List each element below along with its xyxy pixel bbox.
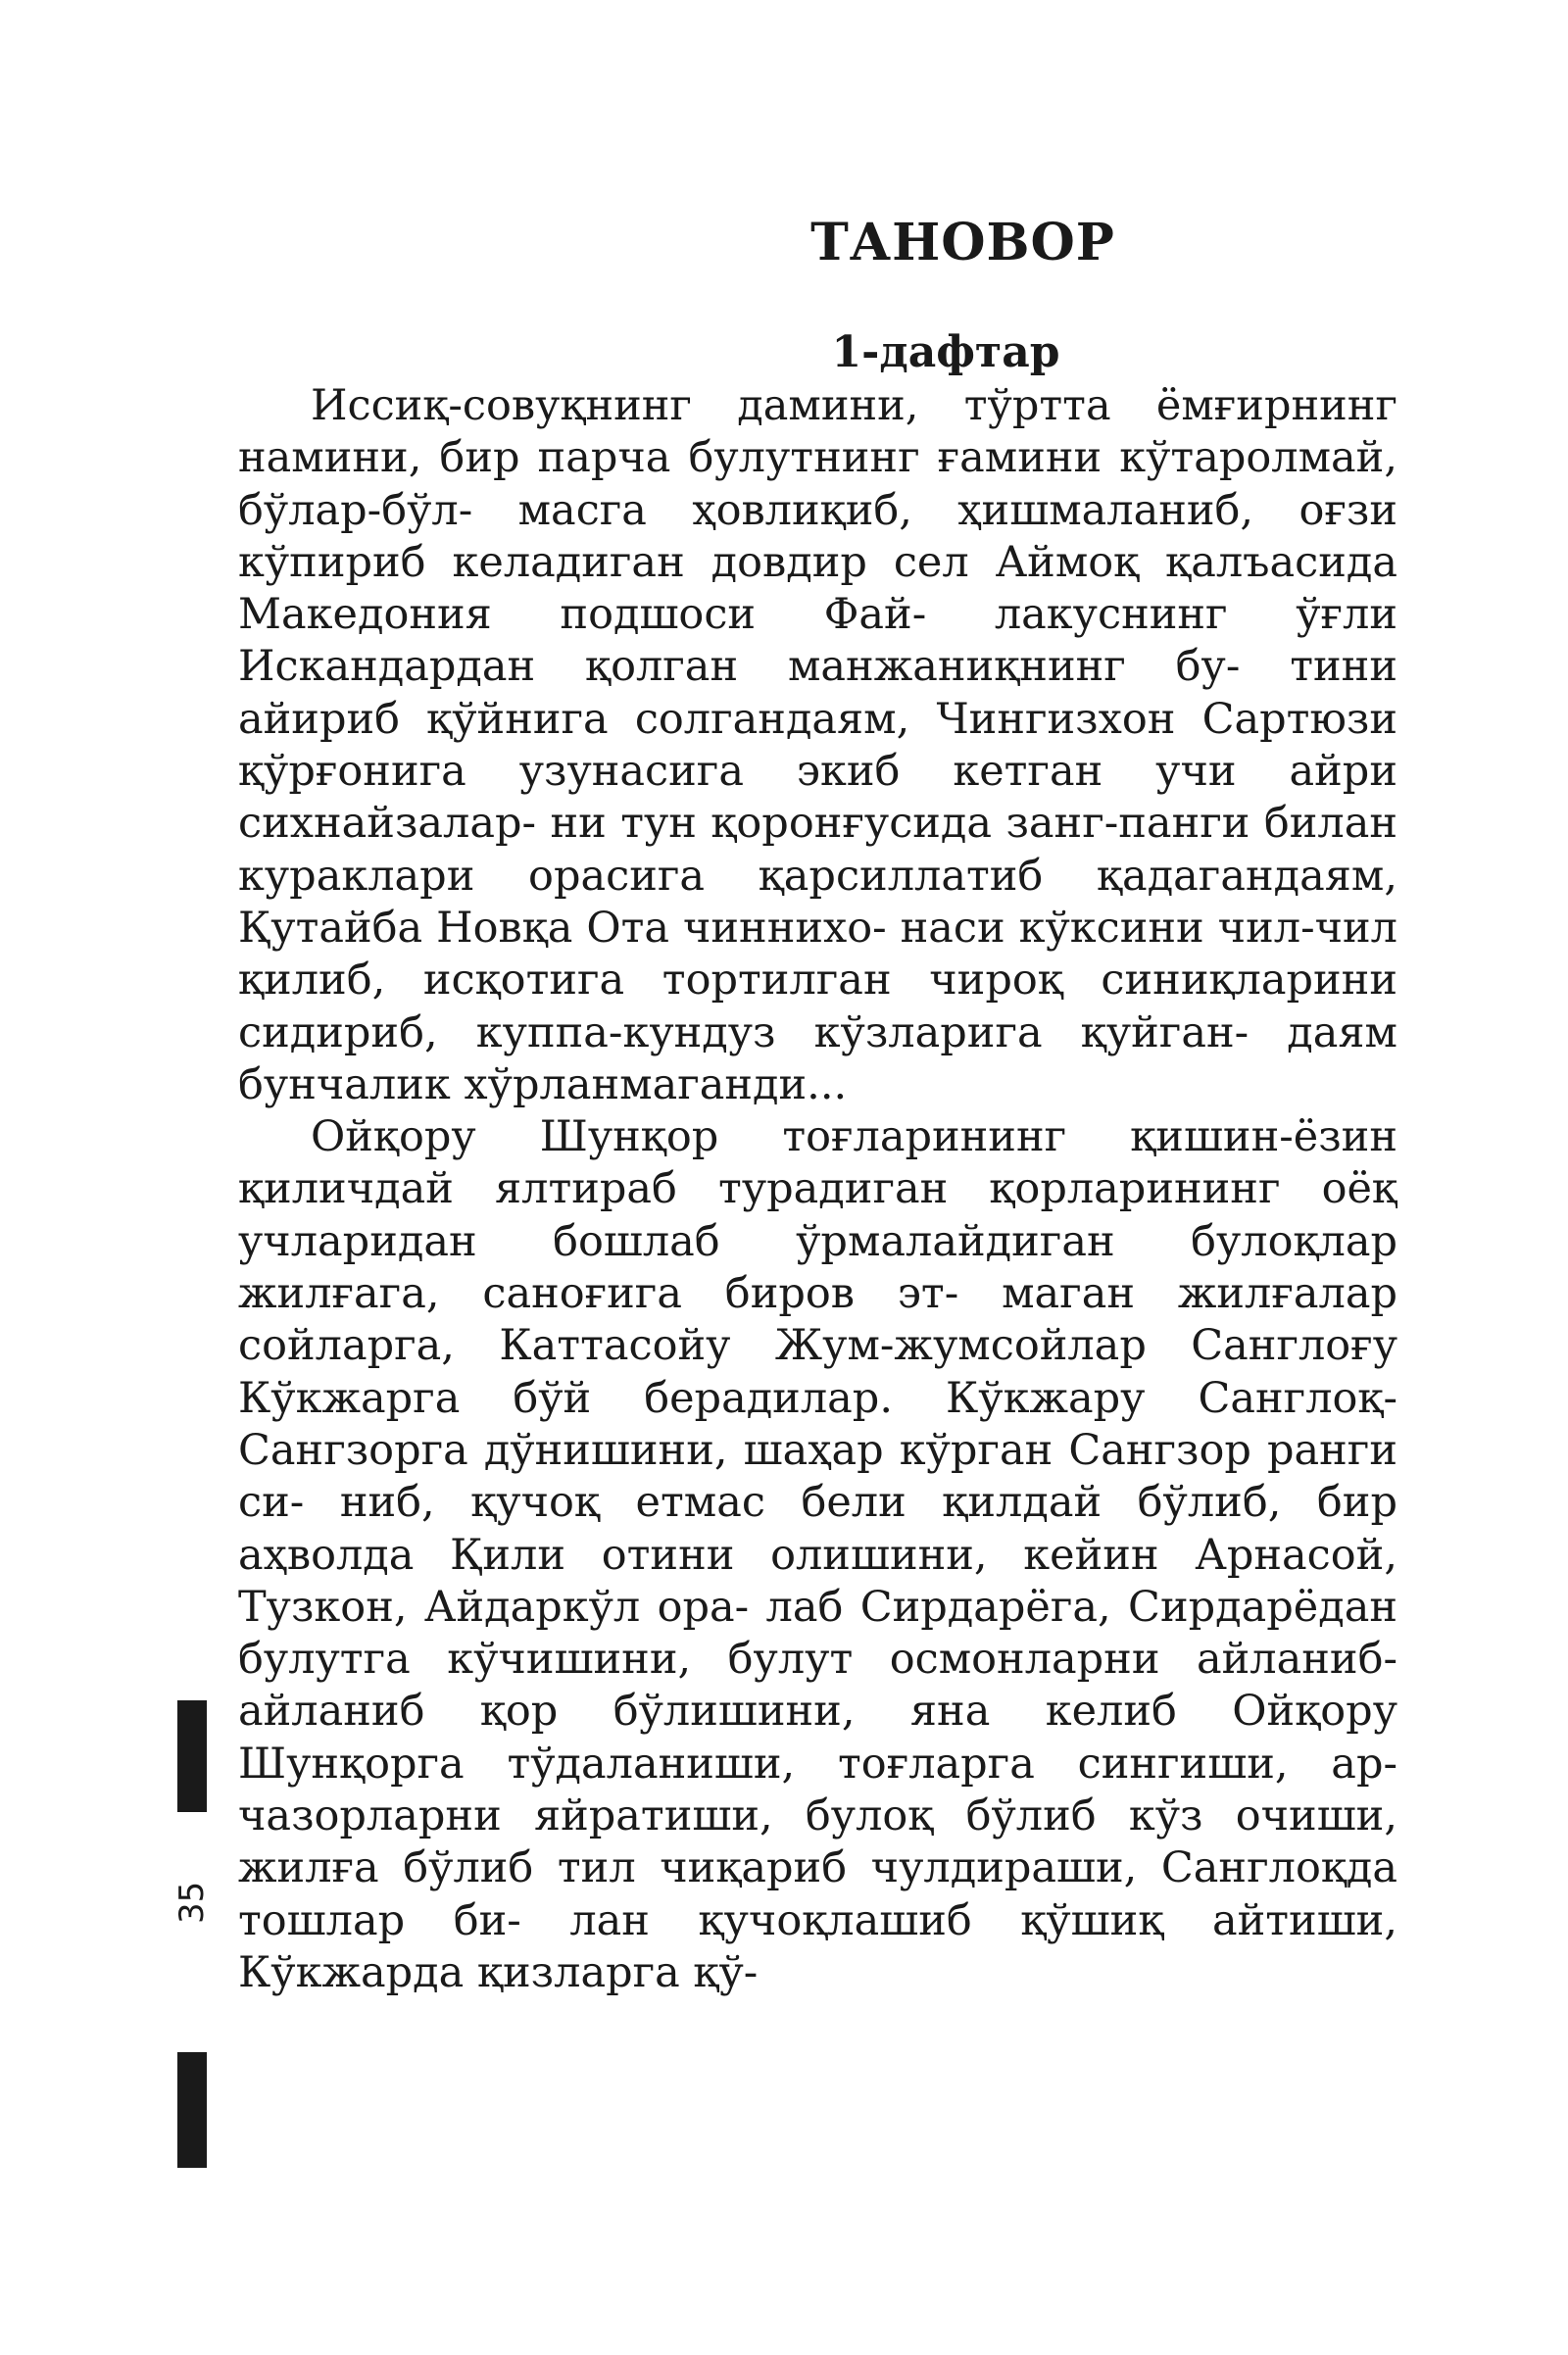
text-line: кураклари орасига қарсиллатиб қадагандаям,	[238, 851, 1397, 901]
body-text	[238, 380, 1397, 1999]
text-line: қилиб, исқотига тортилган чироқ синиқларини	[238, 956, 1397, 1006]
text-line: айланиб қор бўлишини, яна келиб Ойқору	[238, 1687, 1397, 1737]
text-line: Кўкжарда қизларга қў-	[238, 1947, 759, 1997]
text-line: кўпириб келадиган довдир сел Аймоқ қалъасида	[238, 537, 1397, 587]
text-line: Шунқорга тўдаланиши, тоғларга сингиши, ар-	[238, 1739, 1397, 1789]
page-number: 35	[172, 1881, 212, 1924]
page-title: ТАНОВОР	[810, 213, 1115, 272]
text-line: намини, бир парча булутнинг ғамини кўтаролмай,	[238, 433, 1397, 483]
text-line: си- ниб, қучоқ етмас бели қилдай бўлиб, бир	[238, 1478, 1397, 1528]
text-line: сидириб, куппа-кундуз кўзларига қуйган- даям	[238, 1007, 1397, 1057]
text-line: Тузкон, Айдаркўл ора- лаб Сирдарёга, Сирдарёдан	[238, 1582, 1397, 1632]
text-line: бўлар-бўл- масга ҳовлиқиб, ҳишмаланиб, оғзи	[238, 485, 1397, 535]
margin-bar-top	[177, 1700, 207, 1812]
text-line: чазорларни яйратиши, булоқ бўлиб кўз очиши,	[238, 1791, 1397, 1841]
text-line: қўрғонига узунасига экиб кетган учи айри	[238, 747, 1397, 797]
text-line: сойларга, Каттасойу Жум-жумсойлар Санглоғу	[238, 1321, 1397, 1371]
text-line: айириб қўйнига солгандаям, Чингизхон Сартюзи	[238, 694, 1397, 744]
text-line: бунчалик хўрланмаганди...	[238, 1059, 848, 1109]
text-line: жилға бўлиб тил чиқариб чулдираши, Санглоқда	[238, 1843, 1397, 1893]
text-line: булутга кўчишини, булут осмонларни айланиб-	[238, 1635, 1397, 1685]
text-line: қиличдай ялтираб турадиган қорларининг оёқ	[238, 1164, 1397, 1214]
text-line: Македония подшоси Фай- лакуснинг ўғли	[238, 590, 1397, 640]
margin-bar-bottom	[177, 2052, 207, 2168]
section-subtitle: 1-дафтар	[831, 327, 1060, 377]
text-line: Иссиқ-совуқнинг дамини, тўртта ёмғирнинг	[311, 381, 1397, 430]
text-line: сихнайзалар- ни тун қоронғусида занг-панги билан	[238, 799, 1397, 849]
text-line: тошлар би- лан қучоқлашиб қўшиқ айтиши,	[238, 1895, 1397, 1945]
text-line: учларидан бошлаб ўрмалайдиган булоқлар	[238, 1216, 1397, 1266]
text-line: Қутайба Новқа Ота чиннихо- наси кўксини чил-чил	[238, 903, 1397, 953]
text-line: Ойқору Шунқор тоғларининг қишин-ёзин	[311, 1112, 1397, 1162]
text-line: аҳволда Қили отини олишини, кейин Арнасой,	[238, 1530, 1397, 1580]
text-line: Сангзорга дўнишини, шаҳар кўрган Сангзор ранги	[238, 1425, 1397, 1475]
text-line: жилғага, саноғига биров эт- маган жилғалар	[238, 1269, 1397, 1319]
text-line: Кўкжарга бўй берадилар. Кўкжару Санглоқ-	[238, 1373, 1397, 1423]
text-line: Искандардан қолган манжаниқнинг бу- тини	[238, 642, 1397, 692]
